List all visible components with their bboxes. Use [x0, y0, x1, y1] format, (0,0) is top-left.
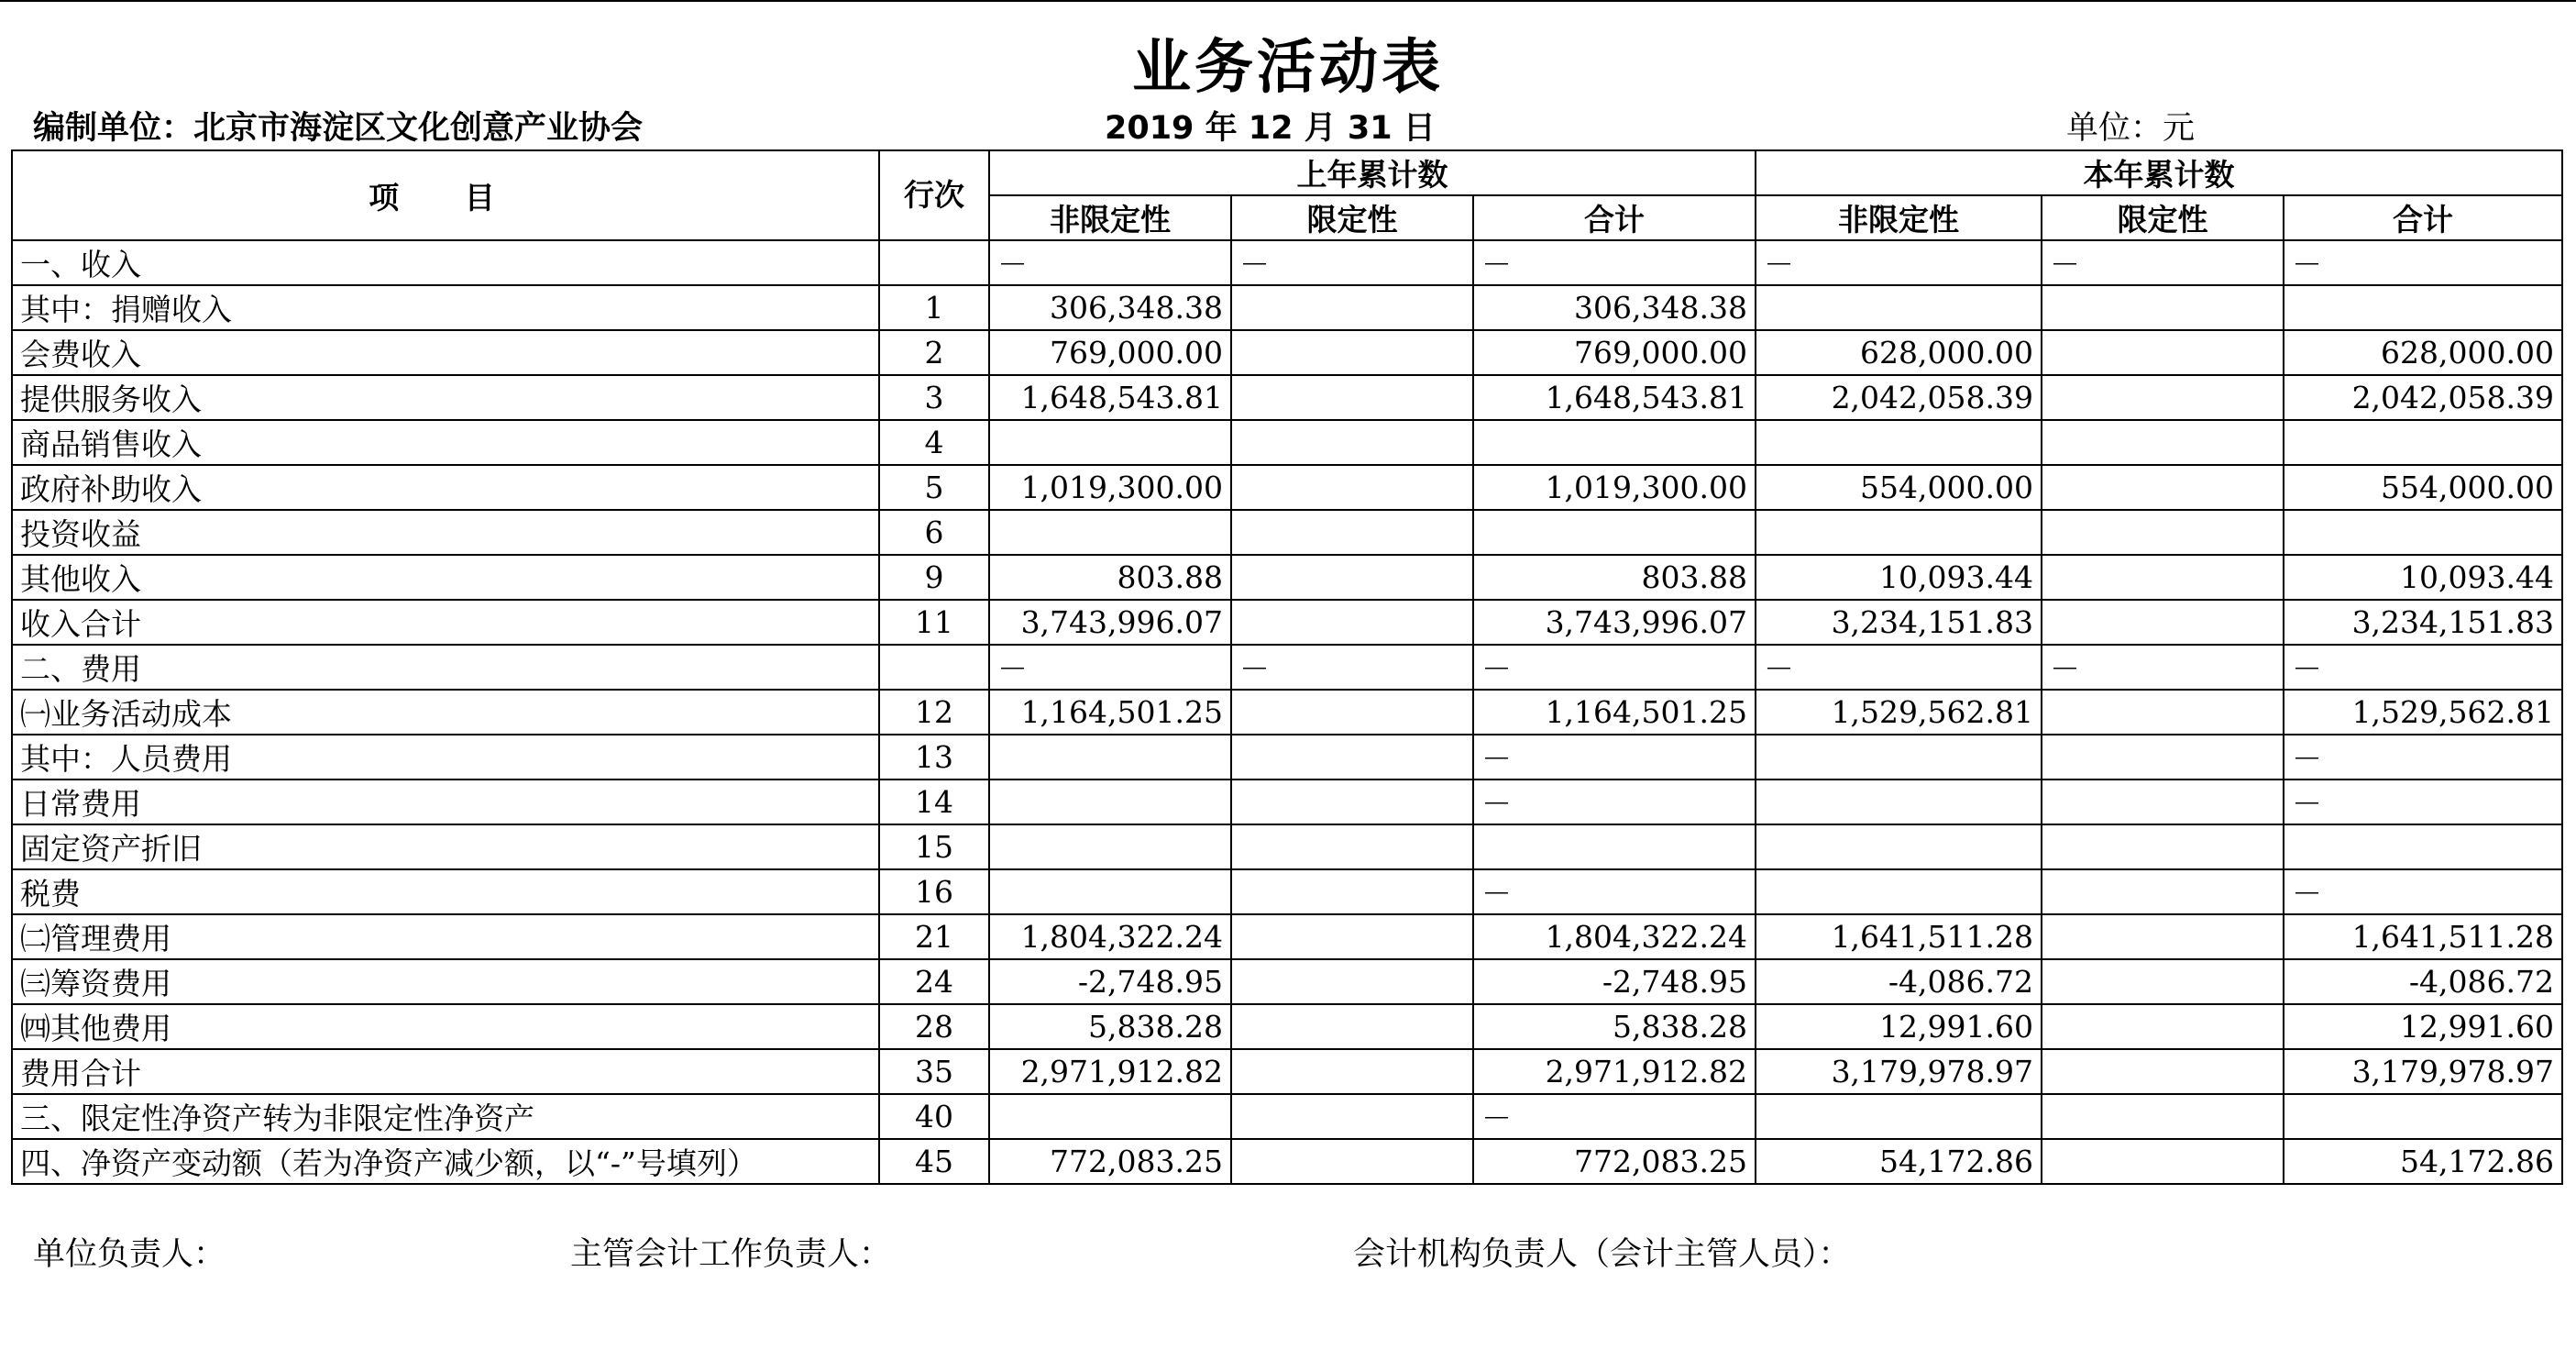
row-label: ㈣其他费用 [12, 1004, 879, 1049]
row-number: 5 [879, 465, 989, 510]
value-cell: － [1756, 240, 2042, 285]
value-cell [989, 1094, 1231, 1139]
table-row [12, 240, 2562, 285]
col-header-items: 项 目 [12, 150, 879, 240]
col-header-prev-total: 合计 [1473, 195, 1756, 240]
row-number: 11 [879, 600, 989, 645]
value-cell: 628,000.00 [1756, 330, 2042, 375]
value-cell: 1,529,562.81 [1756, 690, 2042, 735]
value-cell [989, 869, 1231, 914]
value-cell: 10,093.44 [1756, 555, 2042, 600]
value-cell: 306,348.38 [989, 285, 1231, 330]
table-row [12, 600, 2562, 645]
table-row [12, 510, 2562, 555]
value-cell: 1,164,501.25 [989, 690, 1231, 735]
table-row [12, 375, 2562, 420]
value-cell: -2,748.95 [989, 959, 1231, 1004]
row-number: 21 [879, 914, 989, 959]
row-label: 收入合计 [12, 600, 879, 645]
value-cell: － [1473, 240, 1756, 285]
top-rule [0, 0, 2576, 2]
value-cell [1231, 735, 1473, 780]
value-cell [1756, 869, 2042, 914]
row-number: 16 [879, 869, 989, 914]
value-cell: 10,093.44 [2284, 555, 2562, 600]
value-cell: － [1756, 645, 2042, 690]
value-cell [1231, 510, 1473, 555]
table-row [12, 285, 2562, 330]
value-cell [1231, 1094, 1473, 1139]
table-row [12, 555, 2562, 600]
value-cell [1756, 420, 2042, 465]
row-number: 4 [879, 420, 989, 465]
value-cell [2042, 914, 2284, 959]
row-number [879, 645, 989, 690]
value-cell [2042, 1004, 2284, 1049]
value-cell [1231, 420, 1473, 465]
value-cell [2042, 780, 2284, 824]
col-header-prev-year: 上年累计数 [989, 150, 1756, 195]
table-row [12, 735, 2562, 780]
activity-table [11, 149, 2563, 1185]
row-number: 2 [879, 330, 989, 375]
row-label: 提供服务收入 [12, 375, 879, 420]
value-cell [1231, 690, 1473, 735]
table-row [12, 1139, 2562, 1184]
row-label: 投资收益 [12, 510, 879, 555]
table-row [12, 914, 2562, 959]
value-cell: 3,179,978.97 [1756, 1049, 2042, 1094]
footer-unit-head: 单位负责人： [33, 1236, 226, 1273]
value-cell: － [2042, 645, 2284, 690]
value-cell [1756, 735, 2042, 780]
value-cell: － [1473, 735, 1756, 780]
value-cell [2042, 285, 2284, 330]
value-cell [2284, 420, 2562, 465]
value-cell [989, 735, 1231, 780]
table-body [12, 240, 2562, 1184]
row-number: 13 [879, 735, 989, 780]
value-cell: -4,086.72 [2284, 959, 2562, 1004]
value-cell: 3,234,151.83 [2284, 600, 2562, 645]
value-cell: 1,529,562.81 [2284, 690, 2562, 735]
value-cell [989, 420, 1231, 465]
value-cell [2284, 285, 2562, 330]
value-cell: － [2284, 735, 2562, 780]
value-cell: － [2042, 240, 2284, 285]
value-cell: 2,971,912.82 [1473, 1049, 1756, 1094]
row-number: 35 [879, 1049, 989, 1094]
row-label: 一、收入 [12, 240, 879, 285]
value-cell: 12,991.60 [2284, 1004, 2562, 1049]
value-cell [1231, 1139, 1473, 1184]
value-cell: 5,838.28 [989, 1004, 1231, 1049]
row-label: ㈢筹资费用 [12, 959, 879, 1004]
value-cell: 772,083.25 [1473, 1139, 1756, 1184]
row-number: 9 [879, 555, 989, 600]
table-row [12, 690, 2562, 735]
table-row [12, 1094, 2562, 1139]
row-label: 三、限定性净资产转为非限定性净资产 [12, 1094, 879, 1139]
value-cell: 2,042,058.39 [1756, 375, 2042, 420]
value-cell [1473, 420, 1756, 465]
value-cell: － [2284, 869, 2562, 914]
value-cell: 3,234,151.83 [1756, 600, 2042, 645]
row-number: 24 [879, 959, 989, 1004]
value-cell [2284, 510, 2562, 555]
col-header-curr-unrestricted: 非限定性 [1756, 195, 2042, 240]
row-number: 6 [879, 510, 989, 555]
col-header-row-no: 行次 [879, 150, 989, 240]
value-cell [2042, 735, 2284, 780]
row-label: 四、净资产变动额（若为净资产减少额，以“-”号填列） [12, 1139, 879, 1184]
value-cell [1231, 1004, 1473, 1049]
value-cell: 54,172.86 [2284, 1139, 2562, 1184]
value-cell [2042, 510, 2284, 555]
value-cell: 769,000.00 [1473, 330, 1756, 375]
value-cell: 3,743,996.07 [989, 600, 1231, 645]
table-row [12, 1004, 2562, 1049]
row-label: 费用合计 [12, 1049, 879, 1094]
value-cell: － [1473, 1094, 1756, 1139]
value-cell: 628,000.00 [2284, 330, 2562, 375]
value-cell [1231, 780, 1473, 824]
value-cell [1231, 1049, 1473, 1094]
row-number: 14 [879, 780, 989, 824]
value-cell: － [1473, 869, 1756, 914]
value-cell: 1,804,322.24 [1473, 914, 1756, 959]
row-label: ㈠业务活动成本 [12, 690, 879, 735]
value-cell: 554,000.00 [2284, 465, 2562, 510]
value-cell: － [1231, 645, 1473, 690]
table-row [12, 1049, 2562, 1094]
value-cell [2042, 375, 2284, 420]
value-cell [2042, 600, 2284, 645]
org-name: 编制单位：北京市海淀区文化创意产业协会 [33, 110, 644, 147]
row-number: 45 [879, 1139, 989, 1184]
value-cell: 2,971,912.82 [989, 1049, 1231, 1094]
table-row [12, 330, 2562, 375]
table-row [12, 645, 2562, 690]
row-label: 其中：人员费用 [12, 735, 879, 780]
value-cell [1231, 555, 1473, 600]
row-number: 3 [879, 375, 989, 420]
value-cell: 306,348.38 [1473, 285, 1756, 330]
report-title: 业务活动表 [1132, 34, 1444, 102]
value-cell [989, 510, 1231, 555]
row-label: 会费收入 [12, 330, 879, 375]
value-cell [2284, 1094, 2562, 1139]
value-cell [1756, 780, 2042, 824]
value-cell [2042, 869, 2284, 914]
footer-dept-head: 会计机构负责人（会计主管人员）： [1353, 1236, 1851, 1273]
value-cell: － [989, 240, 1231, 285]
value-cell: -2,748.95 [1473, 959, 1756, 1004]
report-date: 2019 年 12 月 31 日 [1105, 110, 1436, 147]
value-cell: － [1473, 780, 1756, 824]
value-cell [2042, 465, 2284, 510]
col-header-prev-restricted: 限定性 [1231, 195, 1473, 240]
value-cell [2042, 420, 2284, 465]
table-row [12, 420, 2562, 465]
value-cell [1473, 824, 1756, 869]
row-number: 1 [879, 285, 989, 330]
row-number: 40 [879, 1094, 989, 1139]
value-cell [1756, 1094, 2042, 1139]
value-cell: 1,648,543.81 [1473, 375, 1756, 420]
value-cell [1231, 375, 1473, 420]
value-cell [1231, 600, 1473, 645]
row-label: 其中：捐赠收入 [12, 285, 879, 330]
value-cell [1231, 914, 1473, 959]
col-header-curr-total: 合计 [2284, 195, 2562, 240]
value-cell: 1,641,511.28 [2284, 914, 2562, 959]
value-cell: － [989, 645, 1231, 690]
row-number: 15 [879, 824, 989, 869]
value-cell: 2,042,058.39 [2284, 375, 2562, 420]
value-cell: － [2284, 645, 2562, 690]
value-cell: 772,083.25 [989, 1139, 1231, 1184]
col-header-curr-year: 本年累计数 [1756, 150, 2562, 195]
table-row [12, 869, 2562, 914]
value-cell: 1,648,543.81 [989, 375, 1231, 420]
value-cell: － [1473, 645, 1756, 690]
row-label: ㈡管理费用 [12, 914, 879, 959]
value-cell: － [1231, 240, 1473, 285]
value-cell: 12,991.60 [1756, 1004, 2042, 1049]
value-cell: 769,000.00 [989, 330, 1231, 375]
value-cell: 54,172.86 [1756, 1139, 2042, 1184]
value-cell [2042, 824, 2284, 869]
value-cell: 5,838.28 [1473, 1004, 1756, 1049]
col-header-prev-unrestricted: 非限定性 [989, 195, 1231, 240]
table-row [12, 780, 2562, 824]
footer-accounting-head: 主管会计工作负责人： [570, 1236, 892, 1273]
row-label: 日常费用 [12, 780, 879, 824]
value-cell [2042, 1049, 2284, 1094]
row-label: 固定资产折旧 [12, 824, 879, 869]
value-cell [1231, 285, 1473, 330]
value-cell: 3,179,978.97 [2284, 1049, 2562, 1094]
row-label: 政府补助收入 [12, 465, 879, 510]
row-number: 12 [879, 690, 989, 735]
row-label: 税费 [12, 869, 879, 914]
value-cell: 803.88 [989, 555, 1231, 600]
row-label: 其他收入 [12, 555, 879, 600]
value-cell [1231, 869, 1473, 914]
row-label: 商品销售收入 [12, 420, 879, 465]
value-cell [1231, 465, 1473, 510]
value-cell [1231, 330, 1473, 375]
value-cell [989, 824, 1231, 869]
col-header-curr-restricted: 限定性 [2042, 195, 2284, 240]
value-cell [1231, 959, 1473, 1004]
row-label: 二、费用 [12, 645, 879, 690]
row-number: 28 [879, 1004, 989, 1049]
value-cell [1756, 285, 2042, 330]
value-cell [1756, 824, 2042, 869]
value-cell [2042, 1139, 2284, 1184]
value-cell: 1,164,501.25 [1473, 690, 1756, 735]
value-cell: 1,019,300.00 [989, 465, 1231, 510]
table-row [12, 959, 2562, 1004]
value-cell: -4,086.72 [1756, 959, 2042, 1004]
value-cell [2042, 690, 2284, 735]
value-cell [2284, 824, 2562, 869]
value-cell [2042, 330, 2284, 375]
value-cell [2042, 1094, 2284, 1139]
value-cell: － [2284, 240, 2562, 285]
table-row [12, 824, 2562, 869]
value-cell: 1,804,322.24 [989, 914, 1231, 959]
currency-unit: 单位：元 [2066, 110, 2196, 147]
value-cell: － [2284, 780, 2562, 824]
value-cell: 3,743,996.07 [1473, 600, 1756, 645]
value-cell [1473, 510, 1756, 555]
value-cell [989, 780, 1231, 824]
value-cell [2042, 555, 2284, 600]
value-cell: 803.88 [1473, 555, 1756, 600]
row-number [879, 240, 989, 285]
value-cell: 1,641,511.28 [1756, 914, 2042, 959]
value-cell: 1,019,300.00 [1473, 465, 1756, 510]
value-cell [1231, 824, 1473, 869]
value-cell [1756, 510, 2042, 555]
value-cell: 554,000.00 [1756, 465, 2042, 510]
value-cell [2042, 959, 2284, 1004]
table-row [12, 465, 2562, 510]
